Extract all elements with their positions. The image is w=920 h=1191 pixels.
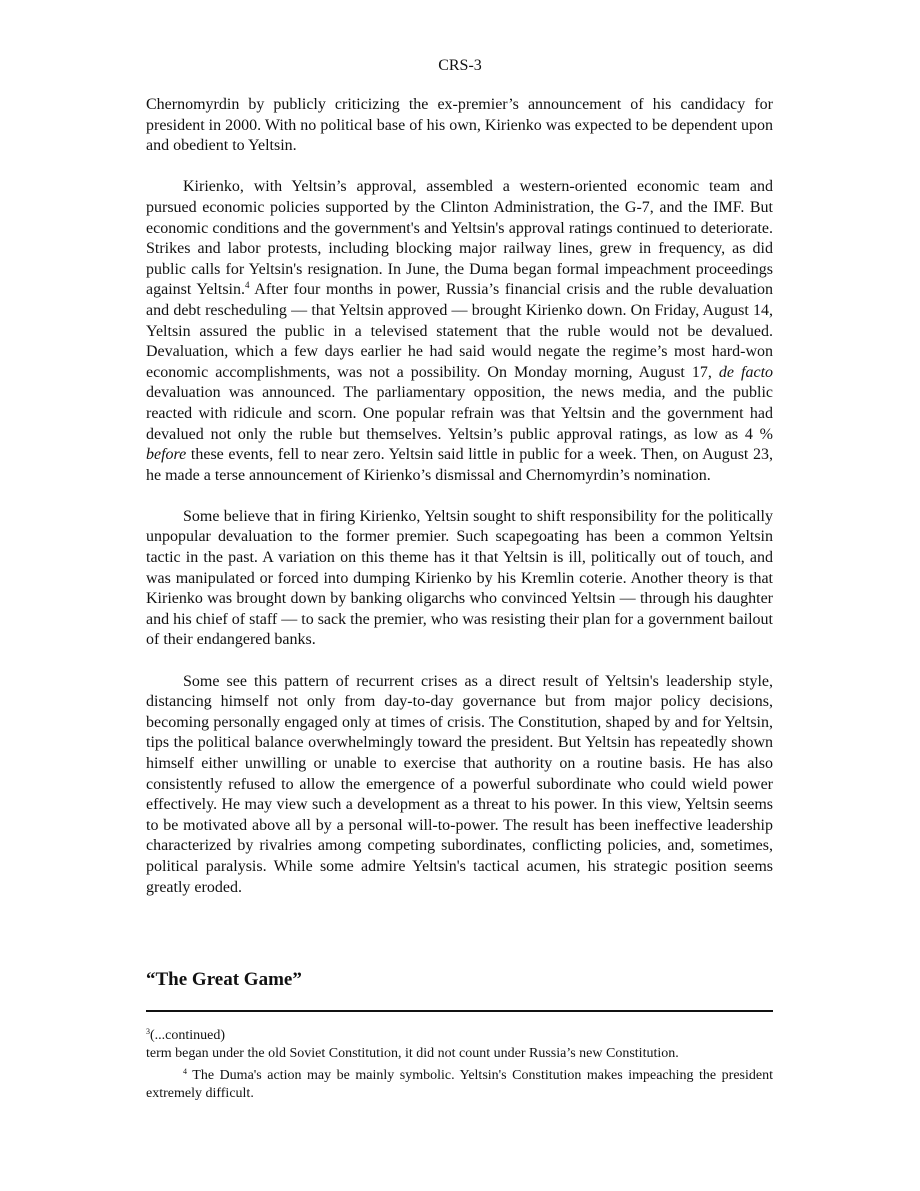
footnote-divider — [146, 1010, 773, 1012]
footnote-reference-4[interactable]: 4 — [245, 280, 250, 291]
footnote-3-text: term began under the old Soviet Constitution, it did not count under Russia’s new Constitution. — [146, 1045, 679, 1061]
paragraph-text-segment: After four months in power, Russia’s financial crisis and the ruble devaluation and debt rescheduling — that Yeltsin approved — brought Kirienko down. On Friday, August 14, Yeltsin assured the public in a televised statement that the ruble would not be devalued. Devaluation, which a few days earlier he had said would negate the regime’s most hard-won economic accomplishments, was not a possibility. On Monday morning, August 17, — [146, 281, 774, 381]
italic-term-before: before — [146, 446, 187, 464]
footnote-3-marker: 3 — [146, 1027, 150, 1036]
footnotes-area — [146, 1027, 773, 1102]
paragraph-kirienko-policies — [146, 177, 773, 486]
italic-term-de-facto: de facto — [718, 363, 774, 381]
document-body — [146, 95, 773, 919]
paragraph-text-segment: these events, fell to near zero. Yeltsin said little in public for a week. Then, on August 23, he made a terse announcement of Kirienko’s dismissal and Chernomyrdin’s nomination. — [146, 446, 773, 484]
footnote-3-continued-note: (...continued) — [150, 1028, 226, 1043]
paragraph-scapegoating-theories: Some believe that in firing Kirienko, Yeltsin sought to shift responsibility for the politically unpopular devaluation to the former premier. Such scapegoating has been a common Yeltsin tactic in the past. A variation on this theme has it that Yeltsin is ill, politically out of touch, and was manipulated or forced into dumping Kirienko by his Kremlin coterie. Another theory is that Kirienko was brought down by banking oligarchs who convinced Yeltsin — through his daughter and his chief of staff — to sack the premier, who was resisting their plan for a government bailout of their endangered banks. — [146, 507, 773, 649]
paragraph-continued: Chernomyrdin by publicly criticizing the ex-premier’s announcement of his candidacy for president in 2000. With no political base of his own, Kirienko was expected to be dependent upon and obedient to Yeltsin. — [146, 96, 773, 155]
paragraph-leadership-style: Some see this pattern of recurrent crises as a direct result of Yeltsin's leadership style, distancing himself not only from day-to-day governance but from major policy decisions, becoming personally engaged only at times of crisis. The Constitution, shaped by and for Yeltsin, tips the political balance overwhelmingly toward the president. But Yeltsin has repeatedly shown himself either unwilling or unable to exercise that authority on a routine basis. He has also consistently refused to allow the emergence of a powerful subordinate who could wield power effectively. He may view such a development as a threat to his power. In this view, Yeltsin seems to be motivated above all by a personal will-to-power. The result has been ineffective leadership characterized by rivalries among competing subordinates, conflicting policies, and, sometimes, political paralysis. While some admire Yeltsin's tactical acumen, his strategic position seems greatly eroded. — [146, 672, 773, 896]
section-heading: “The Great Game” — [146, 969, 302, 990]
footnote-4-marker: 4 — [183, 1067, 187, 1076]
paragraph-text-segment: Kirienko, with Yeltsin’s approval, assembled a western-oriented economic team and pursued economic policies supported by the Clinton Administration, the G-7, and the IMF. But economic conditions and the government's and Yeltsin's approval ratings continued to deteriorate. Strikes and labor protests, including blocking major railway lines, grew in frequency, as did public calls for Yeltsin's resignation. In June, the Duma began formal impeachment proceedings against Yeltsin. — [146, 178, 773, 299]
paragraph-text-segment: devaluation was announced. The parliamentary opposition, the news media, and the public reacted with ridicule and scorn. One popular refrain was that Yeltsin and the government had devalued not only the ruble but themselves. Yeltsin’s public approval ratings, as low as 4 % — [146, 384, 773, 443]
footnote-3-continuation-label — [146, 1027, 773, 1045]
footnote-4 — [146, 1067, 773, 1102]
page-number-header: CRS-3 — [438, 57, 482, 74]
footnote-4-text: The Duma's action may be mainly symbolic. Yeltsin's Constitution makes impeaching the president extremely difficult. — [146, 1068, 773, 1101]
